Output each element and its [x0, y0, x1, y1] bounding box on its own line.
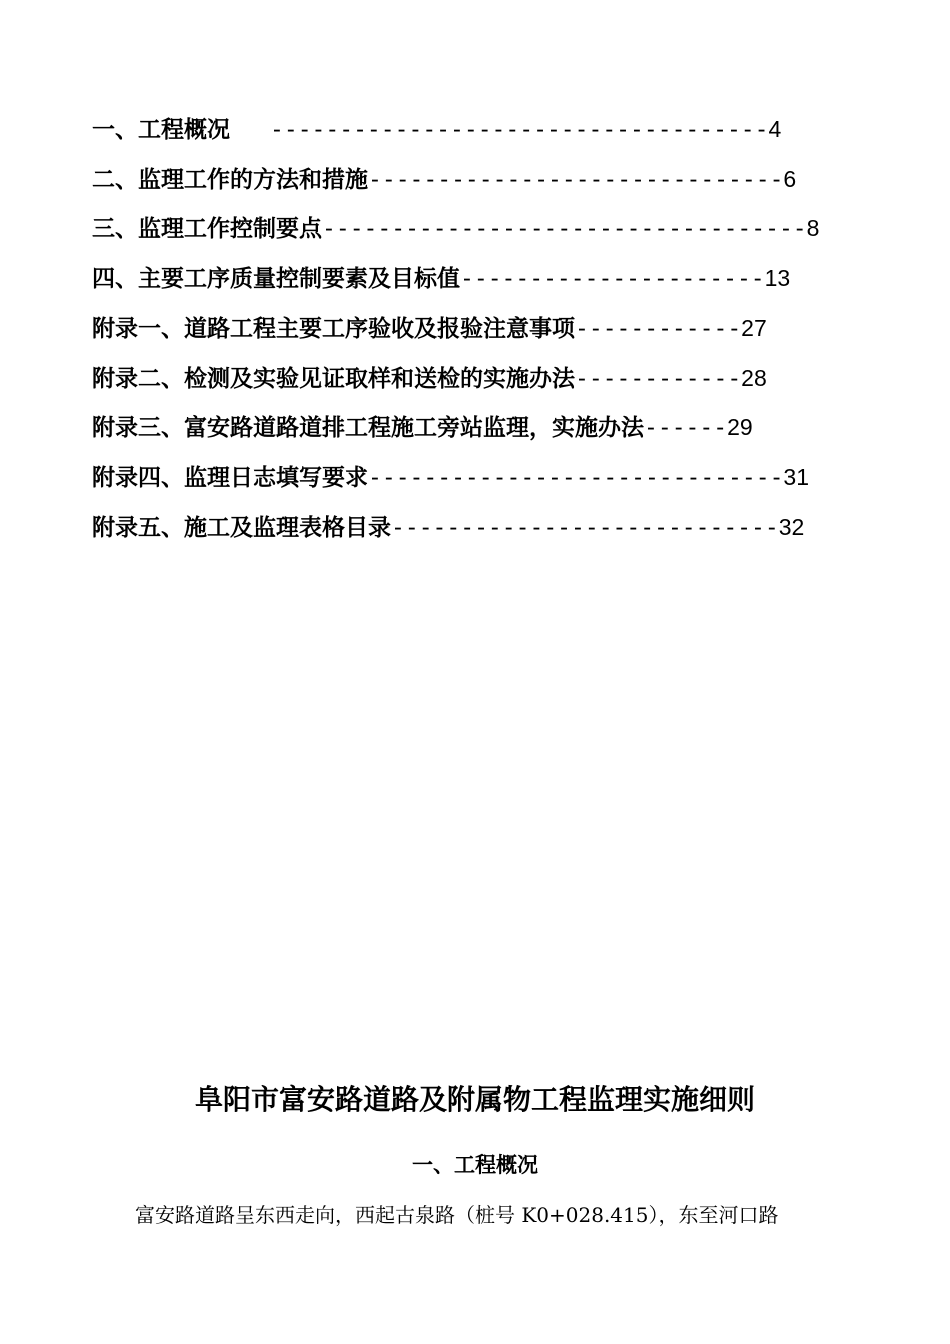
toc-entry-label: 附录五、施工及监理表格目录 [92, 514, 391, 541]
toc-leader: ------------ [575, 316, 742, 342]
toc-leader: ------------------------------------ [270, 117, 769, 143]
toc-entry-label: 附录三、富安路道路道排工程施工旁站监理，实施办法 [92, 414, 644, 441]
toc-page-number: 13 [764, 265, 791, 291]
toc-leader: ------------------------------ [368, 167, 784, 193]
toc-entry[interactable] [92, 313, 767, 344]
toc-page-number: 31 [783, 464, 810, 490]
toc-page-number: 32 [778, 514, 805, 540]
toc-entry-label: 附录二、检测及实验见证取样和送检的实施办法 [92, 365, 575, 392]
toc-leader: ----------------------------------- [322, 216, 807, 242]
toc-entry-label: 三、监理工作控制要点 [92, 215, 322, 242]
toc-entry-label: 附录一、道路工程主要工序验收及报验注意事项 [92, 315, 575, 342]
toc-page-number: 4 [768, 116, 782, 142]
toc-entry[interactable] [92, 363, 767, 394]
toc-entry[interactable] [92, 213, 819, 244]
toc-leader: ------ [644, 415, 728, 441]
toc-entry[interactable] [92, 164, 796, 195]
toc-page-number: 27 [741, 315, 767, 341]
toc-page-number: 8 [806, 215, 820, 241]
toc-entry[interactable] [92, 263, 790, 294]
toc-entry-label: 二、监理工作的方法和措施 [92, 166, 368, 193]
toc-entry[interactable] [92, 462, 809, 493]
toc-leader: ------------------------------ [368, 465, 784, 491]
toc-leader: ------------ [575, 366, 742, 392]
toc-leader: ---------------------- [460, 266, 765, 292]
toc-entry-label: 一、工程概况 [92, 116, 230, 143]
toc-page-number: 29 [727, 414, 753, 440]
section-heading: 一、工程概况 [412, 1152, 538, 1177]
toc-leader: ---------------------------- [391, 515, 779, 541]
toc-page-number: 28 [741, 365, 767, 391]
toc-entry[interactable] [92, 114, 781, 145]
document-title: 阜阳市富安路道路及附属物工程监理实施细则 [194, 1083, 755, 1116]
toc-entry[interactable] [92, 512, 804, 543]
body-paragraph: 富安路道路呈东西走向，西起古泉路（桩号 K0+028.415），东至河口路 [135, 1203, 779, 1227]
toc-page-number: 6 [783, 166, 797, 192]
toc-entry-label: 附录四、监理日志填写要求 [92, 464, 368, 491]
toc-entry-label: 四、主要工序质量控制要素及目标值 [92, 265, 460, 292]
toc-entry[interactable] [92, 412, 753, 443]
